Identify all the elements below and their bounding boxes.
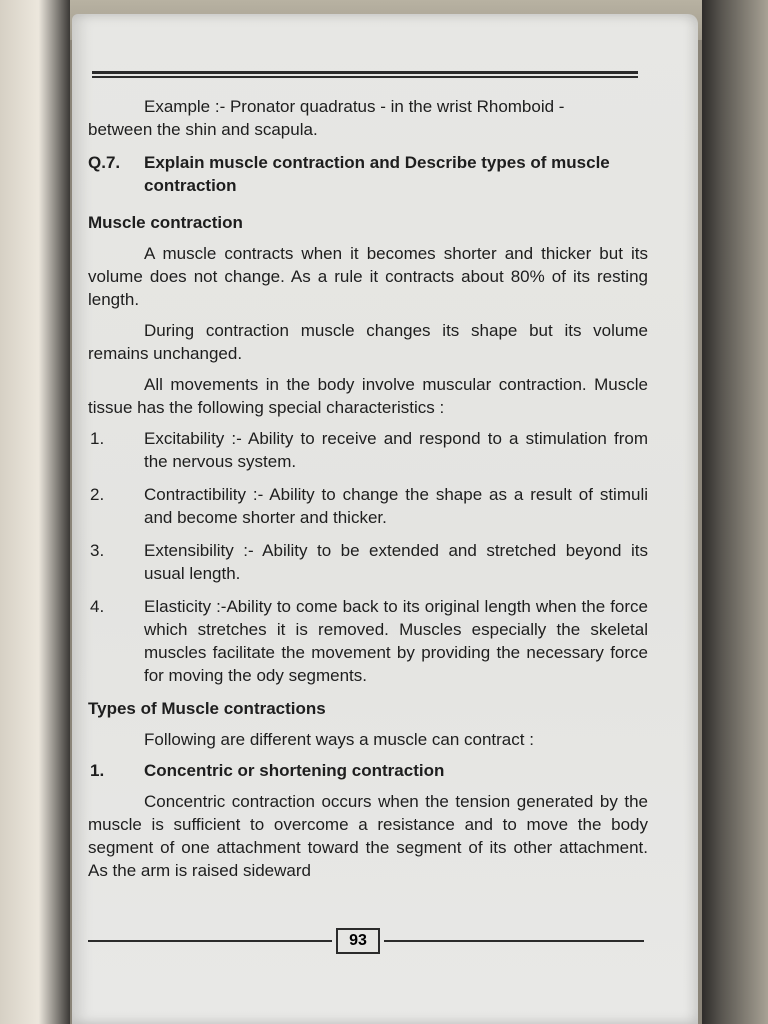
example-line-1: Example :- Pronator quadratus - in the wrist Rhomboid - [144,97,565,116]
list-item-text: Elasticity :-Ability to come back to its original length when the force which stretches it is removed. Muscles especially the skeletal muscles facilitate the movement by providing the necessary force for moving the ody segments. [144,597,648,685]
list-item-number: 1. [90,429,105,448]
list-item [88,483,648,529]
book-cover-edge [702,0,768,1024]
question-text: Explain muscle contraction and Describe types of muscle contraction [144,153,610,195]
question-number: Q.7. [88,153,121,172]
list-item-number: 2. [90,485,105,504]
paragraph-3: All movements in the body involve muscular contraction. Muscle tissue has the following special characteristics : [88,375,648,417]
list-item-text: Excitability :- Ability to receive and respond to a stimulation from the nervous system. [144,429,648,471]
characteristics-list [88,427,648,687]
list-item [88,427,648,473]
page-number: 93 [336,928,380,954]
types-list [88,759,648,782]
list-item [88,759,648,782]
section-heading-muscle-contraction: Muscle contraction [88,213,243,232]
page-content [88,95,648,882]
footer-rule-right [384,940,644,942]
list-item [88,595,648,687]
list-item-text: Extensibility :- Ability to be extended and stretched beyond its usual length. [144,541,648,583]
question-block [88,151,648,197]
list-item-text: Contractibility :- Ability to change the shape as a result of stimuli and become shorter and thicker. [144,485,648,527]
list-item [88,539,648,585]
section-heading-types: Types of Muscle contractions [88,699,326,718]
paragraph-1: A muscle contracts when it becomes shorter and thicker but its volume does not change. As a rule it contracts about 80% of its resting length. [88,244,648,309]
facing-page-edge [0,0,70,1024]
header-rule [92,71,638,78]
footer-rule-left [88,940,332,942]
list-item-number: 4. [90,597,105,616]
concentric-paragraph: Concentric contraction occurs when the tension generated by the muscle is sufficient to overcome a resistance and to move the body segment of one attachment toward the segment of its other attachment. As the arm is raised sideward [88,792,648,880]
list-item-title: Concentric or shortening contraction [144,761,445,780]
types-intro: Following are different ways a muscle can contract : [144,730,534,749]
example-line-2: between the shin and scapula. [88,120,318,139]
paragraph-2: During contraction muscle changes its shape but its volume remains unchanged. [88,321,648,363]
list-item-number: 3. [90,541,105,560]
list-item-number: 1. [90,761,105,780]
page-footer [88,928,644,958]
